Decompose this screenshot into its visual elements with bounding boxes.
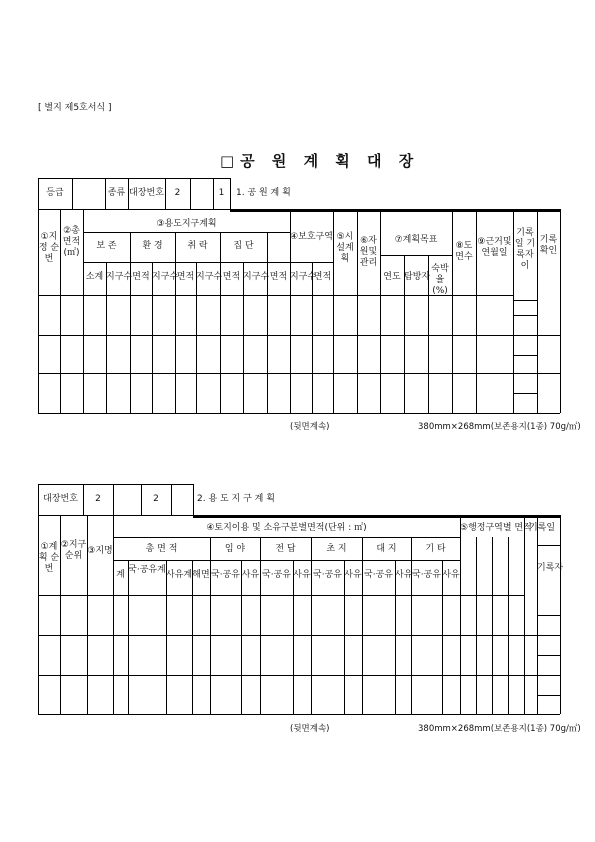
section-title: 1. 공 원 계 획 (236, 188, 291, 198)
sub-zone-count: 지구수 (152, 272, 179, 282)
sub-private: 사유 (344, 570, 362, 580)
land-group-site: 대 지 (376, 544, 397, 554)
ledger-no-label: 대장번호 (129, 188, 164, 198)
zone-group-preserve: 보 존 (96, 241, 117, 251)
sub-private-total: 사유계 (166, 570, 193, 580)
footer-continued: (뒷면계속) (290, 422, 330, 432)
land-group-total: 총 면 적 (145, 544, 178, 554)
sub-zone-count: 지구수 (243, 272, 270, 282)
zone-group-environment: 환 경 (142, 241, 163, 251)
land-group-grassland: 초 지 (326, 544, 347, 554)
col-plan-target: ⑦계획목표 (394, 235, 438, 245)
col-drawing-count: ⑧도면수 (455, 241, 473, 262)
land-group-farmland: 전 답 (275, 544, 296, 554)
sub-area: 면적 (176, 272, 195, 282)
sub-private: 사유 (395, 570, 413, 580)
sub-year: 연도 (383, 272, 401, 282)
footer-paper-spec: 380mm×268mm(보존용지(1종) 70g/㎡) (418, 724, 581, 734)
zone-group-cluster: 집 단 (233, 241, 254, 251)
sub-area: 면적 (313, 272, 332, 282)
col-admin-area: ⑤행정구역별 면적 (460, 523, 532, 533)
sub-state-public: 국·공유 (313, 570, 342, 580)
sub-subtotal: 소계 (85, 272, 104, 282)
section-no: 2 (153, 494, 159, 504)
sub-state-public: 국·공유 (262, 570, 291, 580)
col-basis-date: ⑨근거및연월일 (477, 237, 512, 258)
sub-sea: 해면 (192, 570, 210, 580)
type-label: 종류 (107, 188, 126, 198)
page-title: □공 원 계 획 대 장 (220, 152, 420, 170)
sub-area: 면적 (222, 272, 241, 282)
sub-zone-count: 지구수 (196, 272, 223, 282)
col-recorder: 기록자 (537, 563, 564, 573)
sub-private: 사유 (293, 570, 311, 580)
col-designation-order: ①지정 순번 (38, 232, 60, 264)
col-protection: ④보호구역 (290, 232, 333, 242)
sub-zone-count: 지구수 (290, 272, 317, 282)
col-plan-order: ①계획 순번 (38, 542, 60, 574)
col-record-date: 기록일 (528, 523, 556, 533)
sub-zone-count: 지구수 (106, 272, 133, 282)
col-record-date-author: 기록일 기록자이 (514, 228, 536, 271)
sub-state-public-total: 국·공유계 (128, 565, 166, 575)
col-facility-plan: ⑤시설계획 (336, 232, 354, 264)
sub-total: 계 (116, 570, 125, 580)
land-group-forest: 임 야 (224, 544, 246, 554)
sub-area: 면적 (132, 272, 150, 282)
sub-private: 사유 (241, 570, 260, 580)
ledger-no-value: 2 (95, 494, 101, 504)
sub-area: 면적 (269, 272, 288, 282)
col-resource-mgmt: ⑥자원및관리 (359, 236, 378, 268)
grade-label: 등급 (46, 188, 64, 198)
ledger-no-value: 2 (174, 188, 181, 198)
col-land-use: ④토지이용 및 소유구분별면적(단위 : ㎡) (206, 523, 367, 533)
form-label: [ 별지 제5호서식 ] (38, 103, 112, 113)
land-group-other: 기 타 (425, 544, 446, 554)
section-no: 1 (218, 188, 225, 198)
ledger-no-label: 대장번호 (43, 494, 78, 504)
sub-lodging: 숙박율 (%) (431, 264, 449, 296)
col-zone-plan: ③용도지구계획 (156, 219, 217, 229)
zone-group-village: 취 락 (187, 241, 208, 251)
sub-private: 사유 (442, 570, 460, 580)
section-title: 2. 용 도 지 구 계 획 (197, 494, 275, 504)
col-place-name: ③지명 (87, 546, 113, 556)
sub-state-public: 국·공유 (412, 570, 441, 580)
footer-continued: (뒷면계속) (290, 724, 330, 734)
col-record-confirm: 기록확인 (539, 235, 558, 256)
sub-visitors: 탐방자 (404, 272, 431, 282)
sub-state-public: 국·공유 (364, 570, 393, 580)
footer-paper-spec: 380mm×268mm(보존용지(1종) 70g/㎡) (418, 422, 581, 432)
sub-state-public: 국·공유 (211, 570, 240, 580)
col-total-area: ②총면적 (㎡) (62, 226, 81, 258)
col-zone-order: ②지구순위 (60, 540, 87, 561)
